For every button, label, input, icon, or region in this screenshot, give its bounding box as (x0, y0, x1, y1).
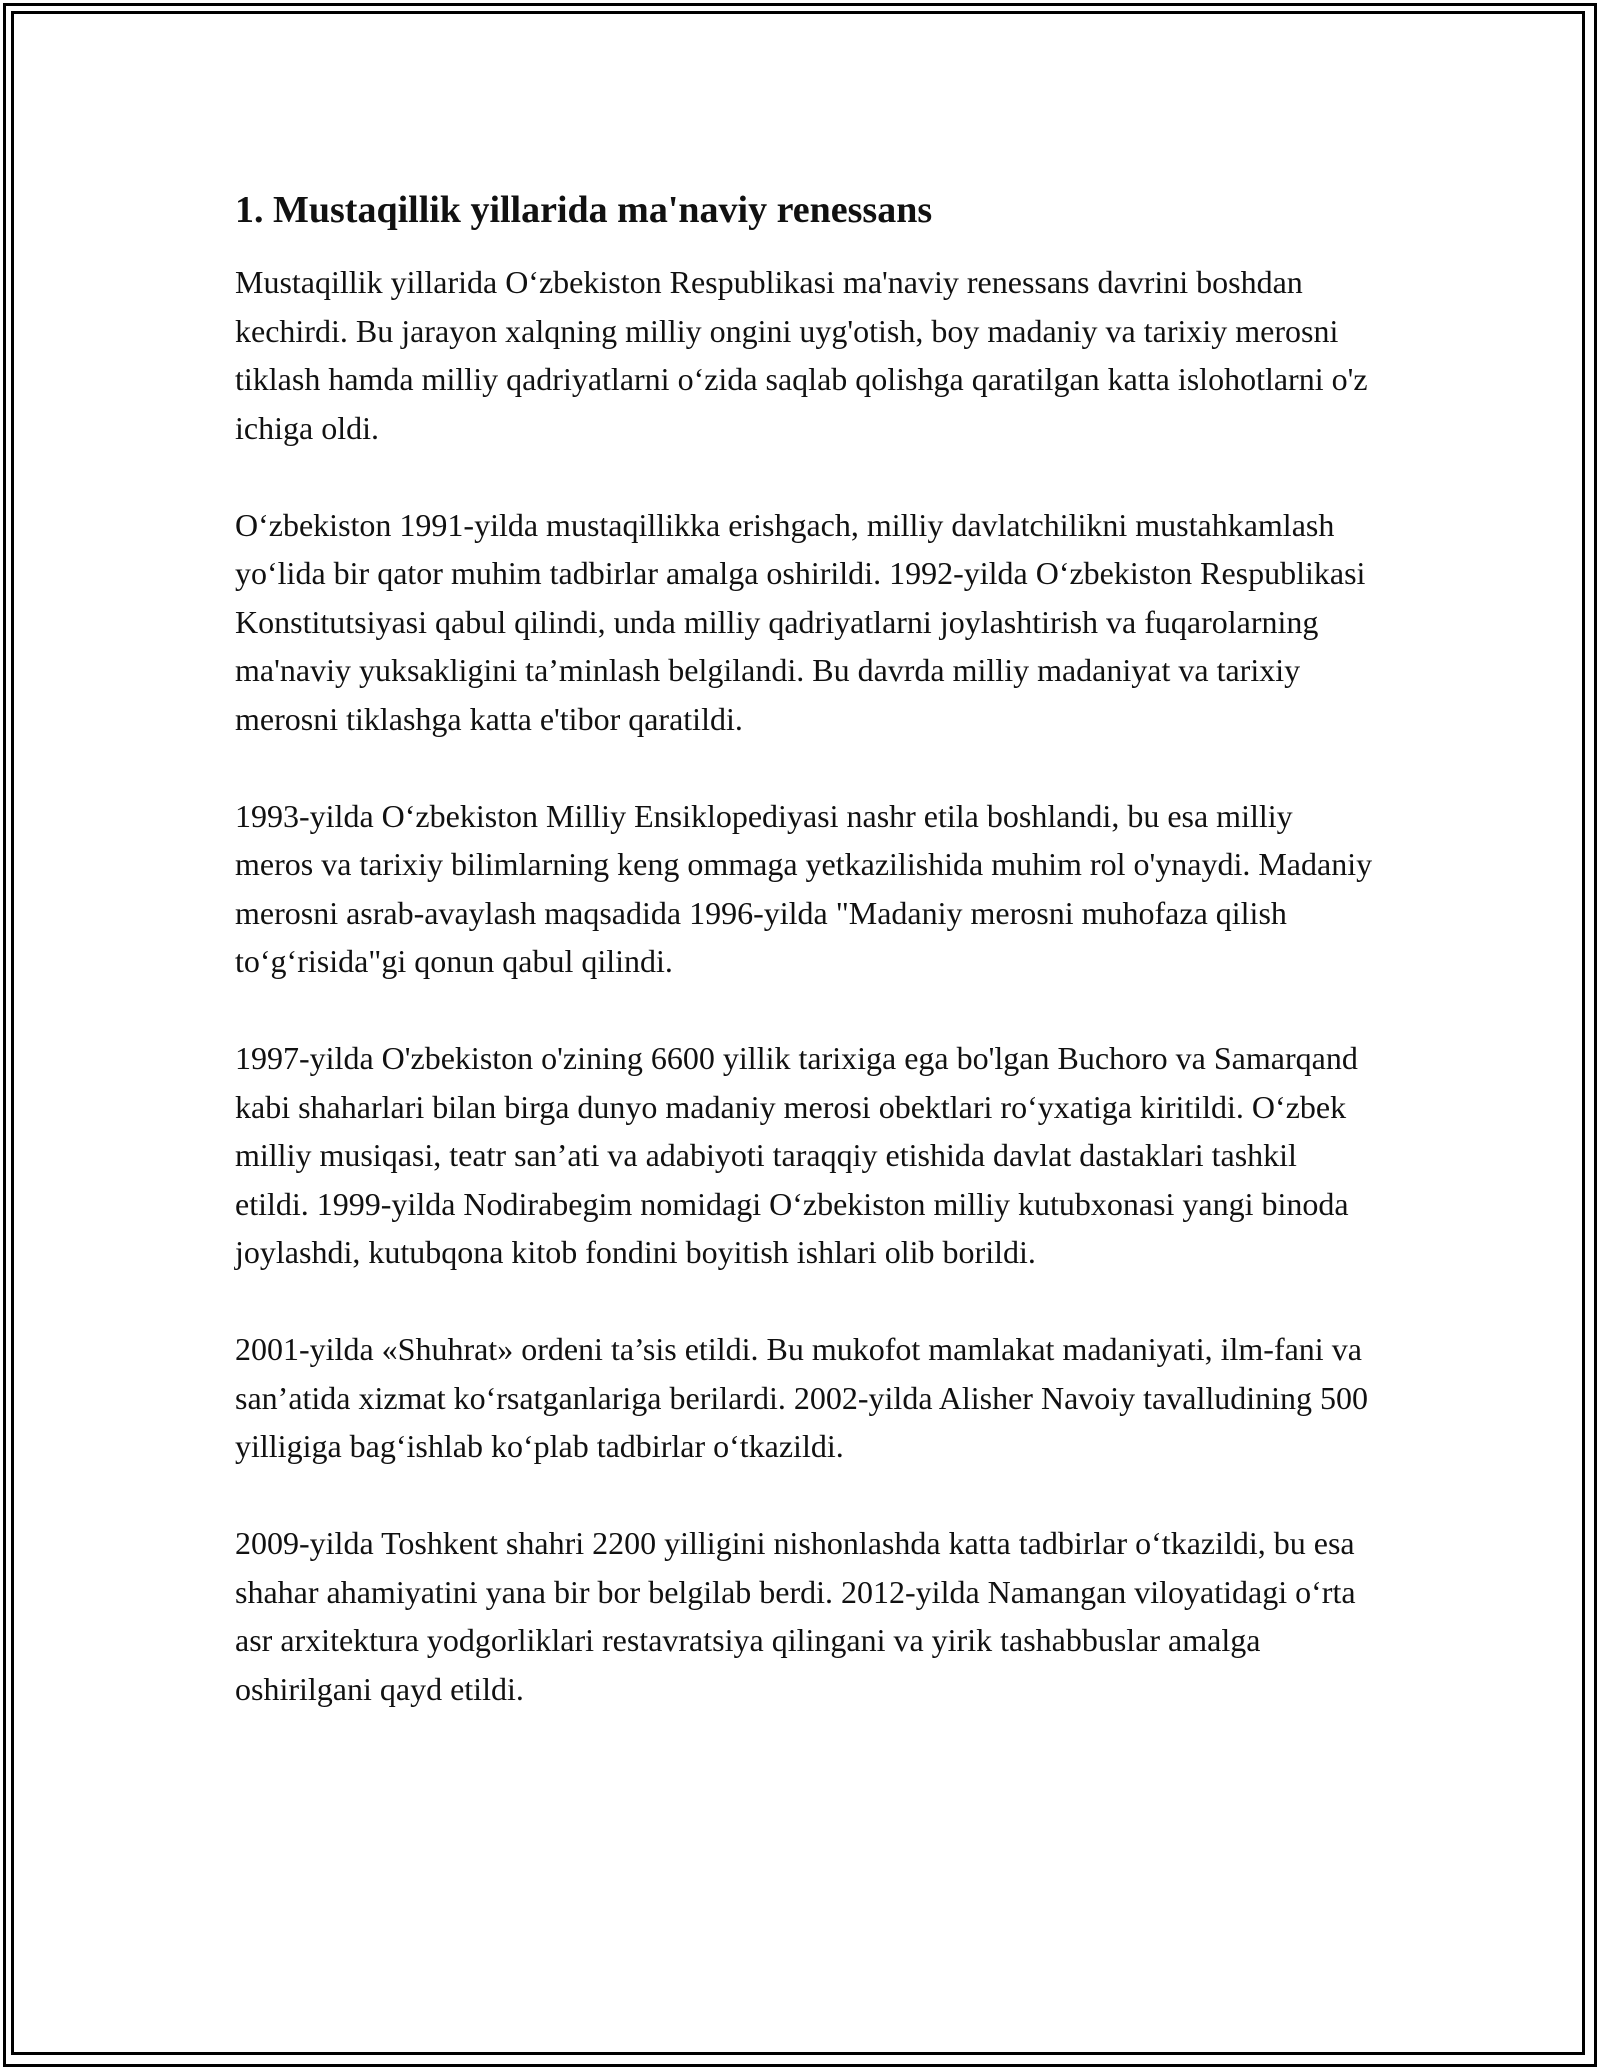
document-body (235, 185, 1375, 1762)
paragraph-2001-shuhrat: 2001-yilda «Shuhrat» ordeni ta’sis etildi. Bu mukofot mamlakat madaniyati, ilm-fani va san’atida xizmat ko‘rsatganlariga berilardi. 2002-yilda Alisher Navoiy tavalludining 500 yilligiga bag‘ishlab ko‘plab tadbirlar o‘tkazildi. (235, 1331, 1369, 1464)
paragraph-intro: Mustaqillik yillarida O‘zbekiston Respublikasi ma'naviy renessans davrini boshdan kechirdi. Bu jarayon xalqning milliy ongini uyg'otish, boy madaniy va tarixiy merosni tiklash hamda milliy qadriyatlarni o‘zida saqlab qolishga qaratilgan katta islohotlarni o'z ichiga oldi. (235, 264, 1368, 446)
section-heading: 1. Mustaqillik yillarida ma'naviy renessans (235, 189, 933, 231)
paragraph-1997-heritage: 1997-yilda O'zbekiston o'zining 6600 yillik tarixiga ega bo'lgan Buchoro va Samarqand kabi shaharlari bilan birga dunyo madaniy merosi obektlari ro‘yxatiga kiritildi. O‘zbek milliy musiqasi, teatr san’ati va adabiyoti taraqqiy etishida davlat dastaklari tashkil etildi. 1999-yilda Nodirabegim nomidagi O‘zbekiston milliy kutubxonasi yangi binoda joylashdi, kutubqona kitob fondini boyitish ishlari olib borildi. (235, 1040, 1358, 1270)
paragraph-1991-independence: O‘zbekiston 1991-yilda mustaqillikka erishgach, milliy davlatchilikni mustahkamlash yo‘lida bir qator muhim tadbirlar amalga oshirildi. 1992-yilda O‘zbekiston Respublikasi Konstitutsiyasi qabul qilindi, unda milliy qadriyatlarni joylashtirish va fuqarolarning ma'naviy yuksakligini ta’minlash belgilandi. Bu davrda milliy madaniyat va tarixiy merosni tiklashga katta e'tibor qaratildi. (235, 506, 1366, 737)
paragraph-1993-encyclopedia: 1993-yilda O‘zbekiston Milliy Ensiklopediyasi nashr etila boshlandi, bu esa milliy meros va tarixiy bilimlarning keng ommaga yetkazilishida muhim rol o'ynaydi. Madaniy merosni asrab-avaylash maqsadida 1996-yilda "Madaniy merosni muhofaza qilish to‘g‘risida"gi qonun qabul qilindi. (235, 797, 1373, 979)
paragraph-2009-tashkent: 2009-yilda Toshkent shahri 2200 yilligini nishonlashda katta tadbirlar o‘tkazildi, bu esa shahar ahamiyatini yana bir bor belgilab berdi. 2012-yilda Namangan viloyatidagi o‘rta asr arxitektura yodgorliklari restavratsiya qilingani va yirik tashabbuslar amalga oshirilgani qayd etildi. (235, 1525, 1356, 1707)
